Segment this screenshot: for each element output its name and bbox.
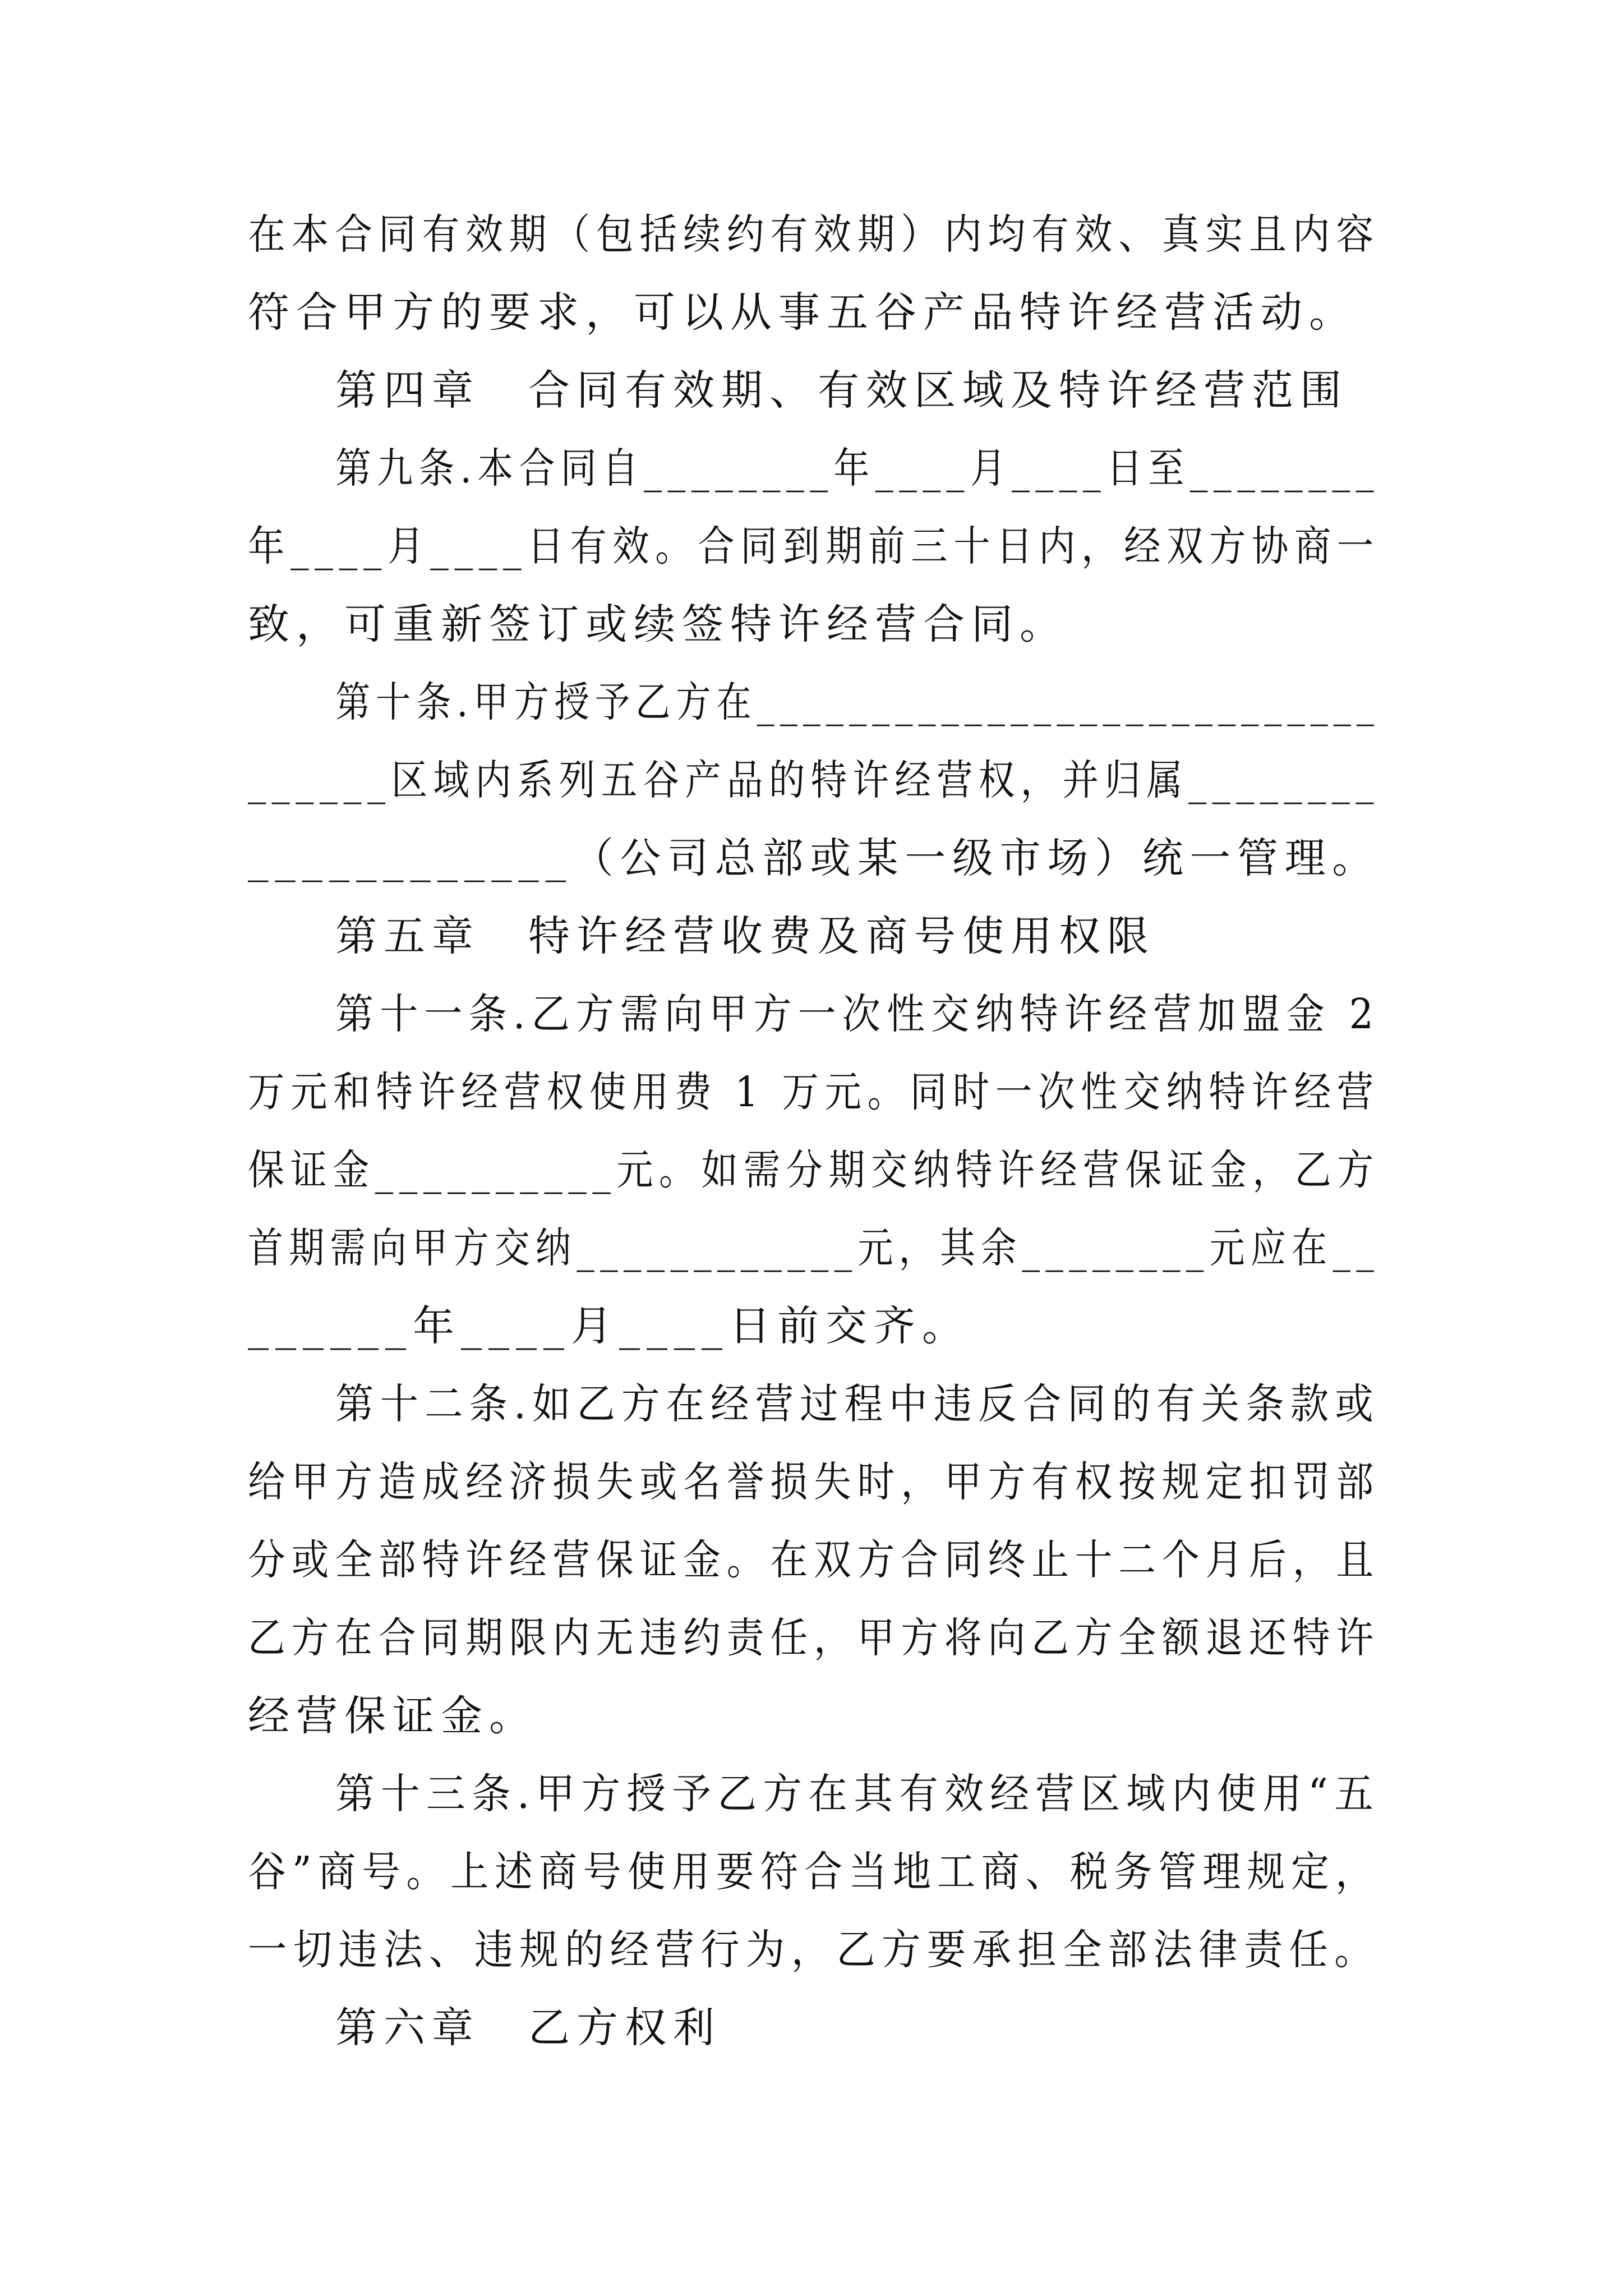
text-line-content: 给甲方造成经济损失或名誉损失时，甲方有权按规定扣罚部 [248, 1458, 1380, 1506]
chapter-heading-text: 第五章 特许经营收费及商号使用权限 [335, 912, 1155, 960]
text-line-content: 第十三条.甲方授予乙方在其有效经营区域内使用“五 [335, 1770, 1380, 1818]
text-line-content: 一切违法、违规的经营行为，乙方要承担全部法律责任。 [248, 1926, 1380, 1974]
text-line [0, 1287, 1623, 1365]
chapter-heading [0, 897, 1623, 976]
text-line-content: 保证金__________元。如需分期交纳特许经营保证金，乙方 [248, 1146, 1380, 1194]
text-line-content: ______年____月____日前交齐。 [248, 1302, 970, 1350]
text-line-content: 乙方在合同期限内无违约责任，甲方将向乙方全额退还特许 [248, 1614, 1380, 1662]
text-line [0, 819, 1623, 898]
text-line-content: 致，可重新签订或续签特许经营合同。 [248, 600, 1068, 648]
text-line [0, 507, 1623, 586]
text-line-content: 第十二条.如乙方在经营过程中违反合同的有关条款或 [335, 1380, 1380, 1428]
text-line-content: 分或全部特许经营保证金。在双方合同终止十二个月后，且 [248, 1536, 1380, 1584]
text-line-content: 第九条.本合同自________年____月____日至________ [335, 444, 1380, 493]
text-line [0, 195, 1623, 274]
text-line-content: 谷”商号。上述商号使用要符合当地工商、税务管理规定， [248, 1848, 1380, 1896]
text-line-content: 在本合同有效期（包括续约有效期）内均有效、真实且内容 [248, 210, 1380, 259]
text-line [0, 1053, 1623, 1131]
text-line-content: ______区域内系列五谷产品的特许经营权，并归属________ [248, 756, 1380, 804]
article-line [0, 429, 1623, 508]
article-line [0, 975, 1623, 1053]
chapter-heading-text: 第六章 乙方权利 [335, 2004, 721, 2052]
text-line-content: 万元和特许经营权使用费 1 万元。同时一次性交纳特许经营 [248, 1068, 1380, 1116]
text-line [0, 1131, 1623, 1209]
text-line [0, 741, 1623, 820]
text-line [0, 1443, 1623, 1521]
text-line-content: ____________（公司总部或某一级市场）统一管理。 [248, 834, 1380, 882]
article-line [0, 1755, 1623, 1833]
text-line-content: 经营保证金。 [248, 1692, 537, 1740]
text-line [0, 1677, 1623, 1755]
text-line-content: 第十一条.乙方需向甲方一次性交纳特许经营加盟金 2 [335, 990, 1380, 1038]
chapter-heading [0, 351, 1623, 430]
text-line-content: 第十条.甲方授予乙方在___________________________ [335, 678, 1380, 726]
text-line [0, 1599, 1623, 1677]
text-line [0, 273, 1623, 352]
text-line [0, 1209, 1623, 1287]
text-line [0, 1833, 1623, 1911]
text-line [0, 1521, 1623, 1599]
chapter-heading-text: 第四章 合同有效期、有效区域及特许经营范围 [335, 366, 1348, 415]
chapter-heading [0, 1989, 1623, 2067]
article-line [0, 663, 1623, 742]
text-line-content: 符合甲方的要求，可以从事五谷产品特许经营活动。 [248, 288, 1357, 337]
text-line-content: 年____月____日有效。合同到期前三十日内，经双方协商一 [248, 522, 1380, 570]
text-line [0, 585, 1623, 664]
article-line [0, 1365, 1623, 1443]
text-line [0, 1911, 1623, 1989]
text-line-content: 首期需向甲方交纳____________元，其余________元应在__ [248, 1224, 1380, 1272]
